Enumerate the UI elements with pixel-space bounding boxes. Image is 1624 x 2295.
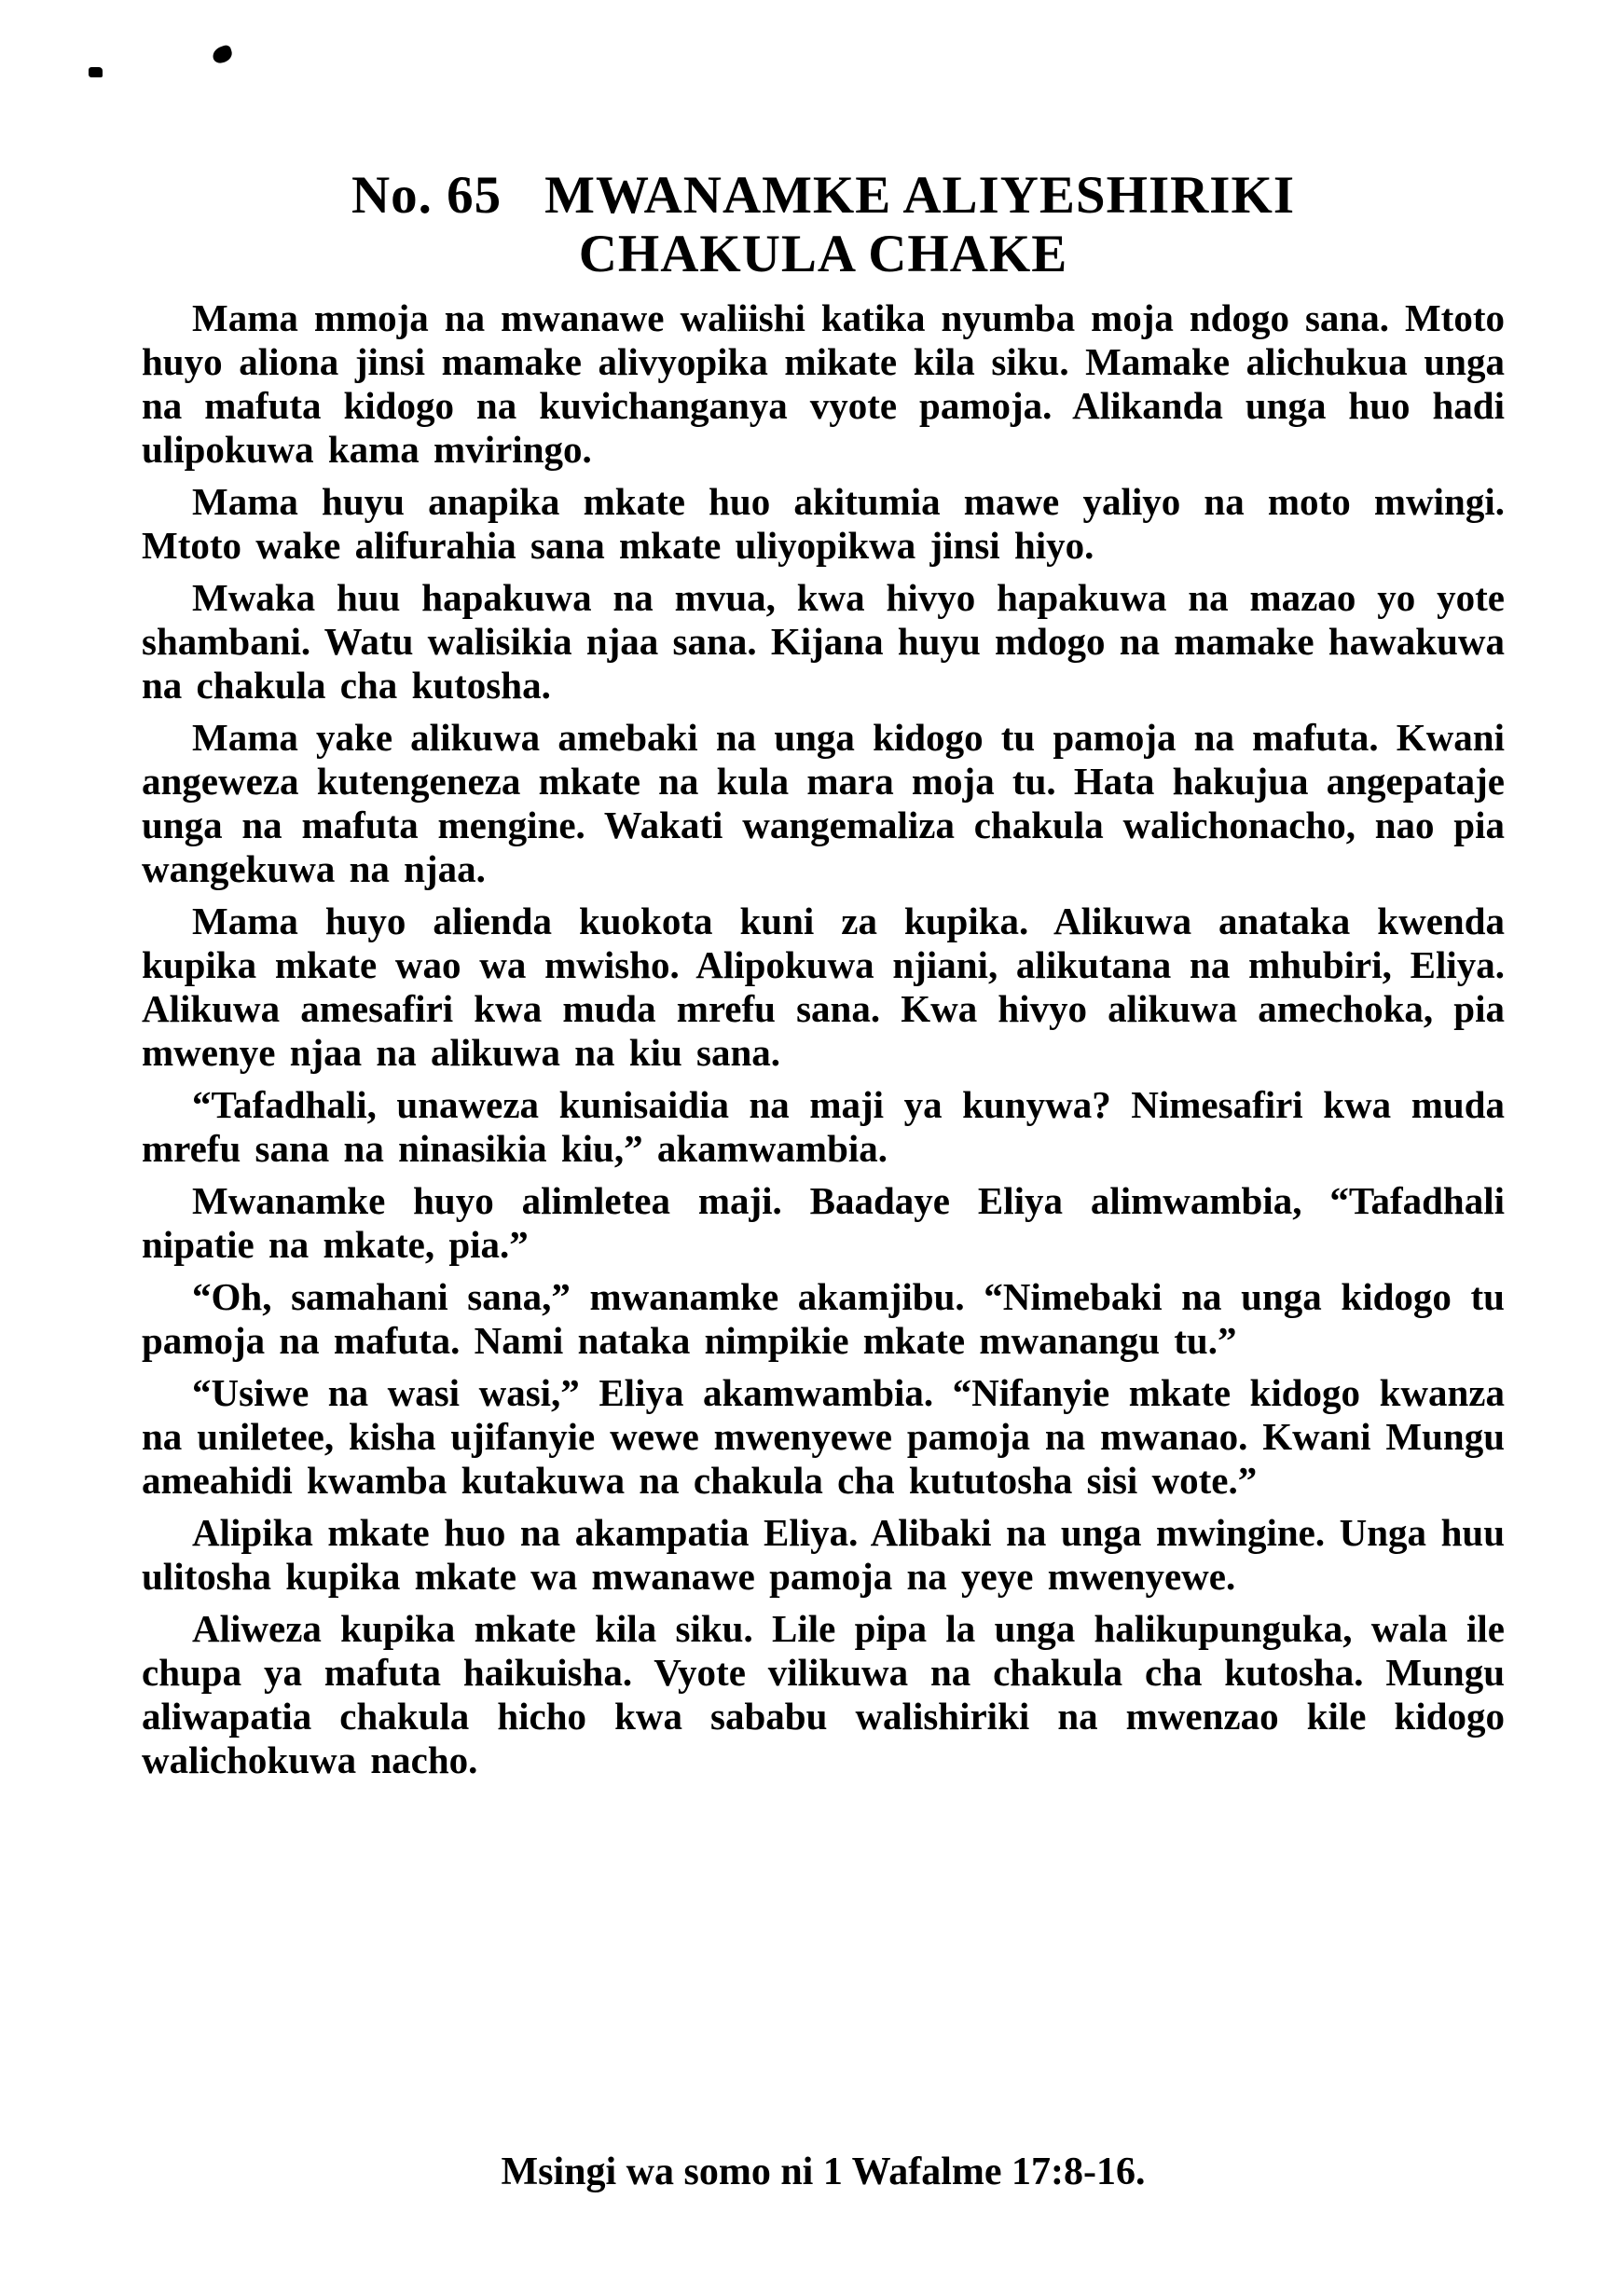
paragraph: Mama huyu anapika mkate huo akitumia mawe yaliyo na moto mwingi. Mtoto wake alifurahia sana mkate uliyopikwa jinsi hiyo. [142, 480, 1505, 567]
paragraph: “Usiwe na wasi wasi,” Eliya akamwambia. “Nifanyie mkate kidogo kwanza na uniletee, kisha ujifanyie wewe mwenyewe pamoja na mwanao. Kwani Mungu ameahidi kwamba kutakuwa na chakula cha kututosha sisi wote.” [142, 1371, 1505, 1502]
paragraph: Mama mmoja na mwanawe waliishi katika nyumba moja ndogo sana. Mtoto huyo aliona jinsi mamake alivyopika mikate kila siku. Mamake alichukua unga na mafuta kidogo na kuvichanganya vyote pamoja. Alikanda unga huo hadi ulipokuwa kama mviringo. [142, 296, 1505, 471]
paragraph: Mama yake alikuwa amebaki na unga kidogo tu pamoja na mafuta. Kwani angeweza kutengeneza mkate na kula mara moja tu. Hata hakujua angepataje unga na mafuta mengine. Wakati wangemaliza chakula walichonacho, nao pia wangekuwa na njaa. [142, 716, 1505, 890]
title-text-part1: MWANAMKE ALIYESHIRIKI [544, 166, 1296, 225]
title-line-1 [142, 166, 1505, 225]
paragraph: Mwanamke huyo alimletea maji. Baadaye Eliya alimwambia, “Tafadhali nipatie na mkate, pia.” [142, 1179, 1505, 1266]
page-content [142, 166, 1505, 1791]
paragraph: Mwaka huu hapakuwa na mvua, kwa hivyo hapakuwa na mazao yo yote shambani. Watu walisikia njaa sana. Kijana huyu mdogo na mamake hawakuwa na chakula cha kutosha. [142, 576, 1505, 707]
title-text-part2: CHAKULA CHAKE [578, 225, 1068, 283]
paragraph: “Tafadhali, unaweza kunisaidia na maji ya kunywa? Nimesafiri kwa muda mrefu sana na ninasikia kiu,” akamwambia. [142, 1083, 1505, 1170]
paragraph: Mama huyo alienda kuokota kuni za kupika. Alikuwa anataka kwenda kupika mkate wao wa mwisho. Alipokuwa njiani, alikutana na mhubiri, Eliya. Alikuwa amesafiri kwa muda mrefu sana. Kwa hivyo alikuwa amechoka, pia mwenye njaa na alikuwa na kiu sana. [142, 900, 1505, 1074]
ink-smudge-icon [211, 44, 234, 65]
page-title [142, 166, 1505, 283]
story-body [142, 296, 1505, 1782]
paragraph: Alipika mkate huo na akampatia Eliya. Alibaki na unga mwingine. Unga huu ulitosha kupika mkate wa mwanawe pamoja na yeye mwenyewe. [142, 1511, 1505, 1598]
lesson-number: No. 65 [351, 166, 502, 225]
ink-smudge-icon [89, 67, 103, 77]
paragraph: “Oh, samahani sana,” mwanamke akamjibu. “Nimebaki na unga kidogo tu pamoja na mafuta. Nami nataka nimpikie mkate mwanangu tu.” [142, 1275, 1505, 1362]
scripture-reference: Msingi wa somo ni 1 Wafalme 17:8-16. [501, 2151, 1146, 2193]
paragraph: Aliweza kupika mkate kila siku. Lile pipa la unga halikupunguka, wala ile chupa ya mafuta haikuisha. Vyote vilikuwa na chakula cha kutosha. Mungu aliwapatia chakula hicho kwa sababu walishiriki na mwenzao kile kidogo walichokuwa nacho. [142, 1607, 1505, 1781]
